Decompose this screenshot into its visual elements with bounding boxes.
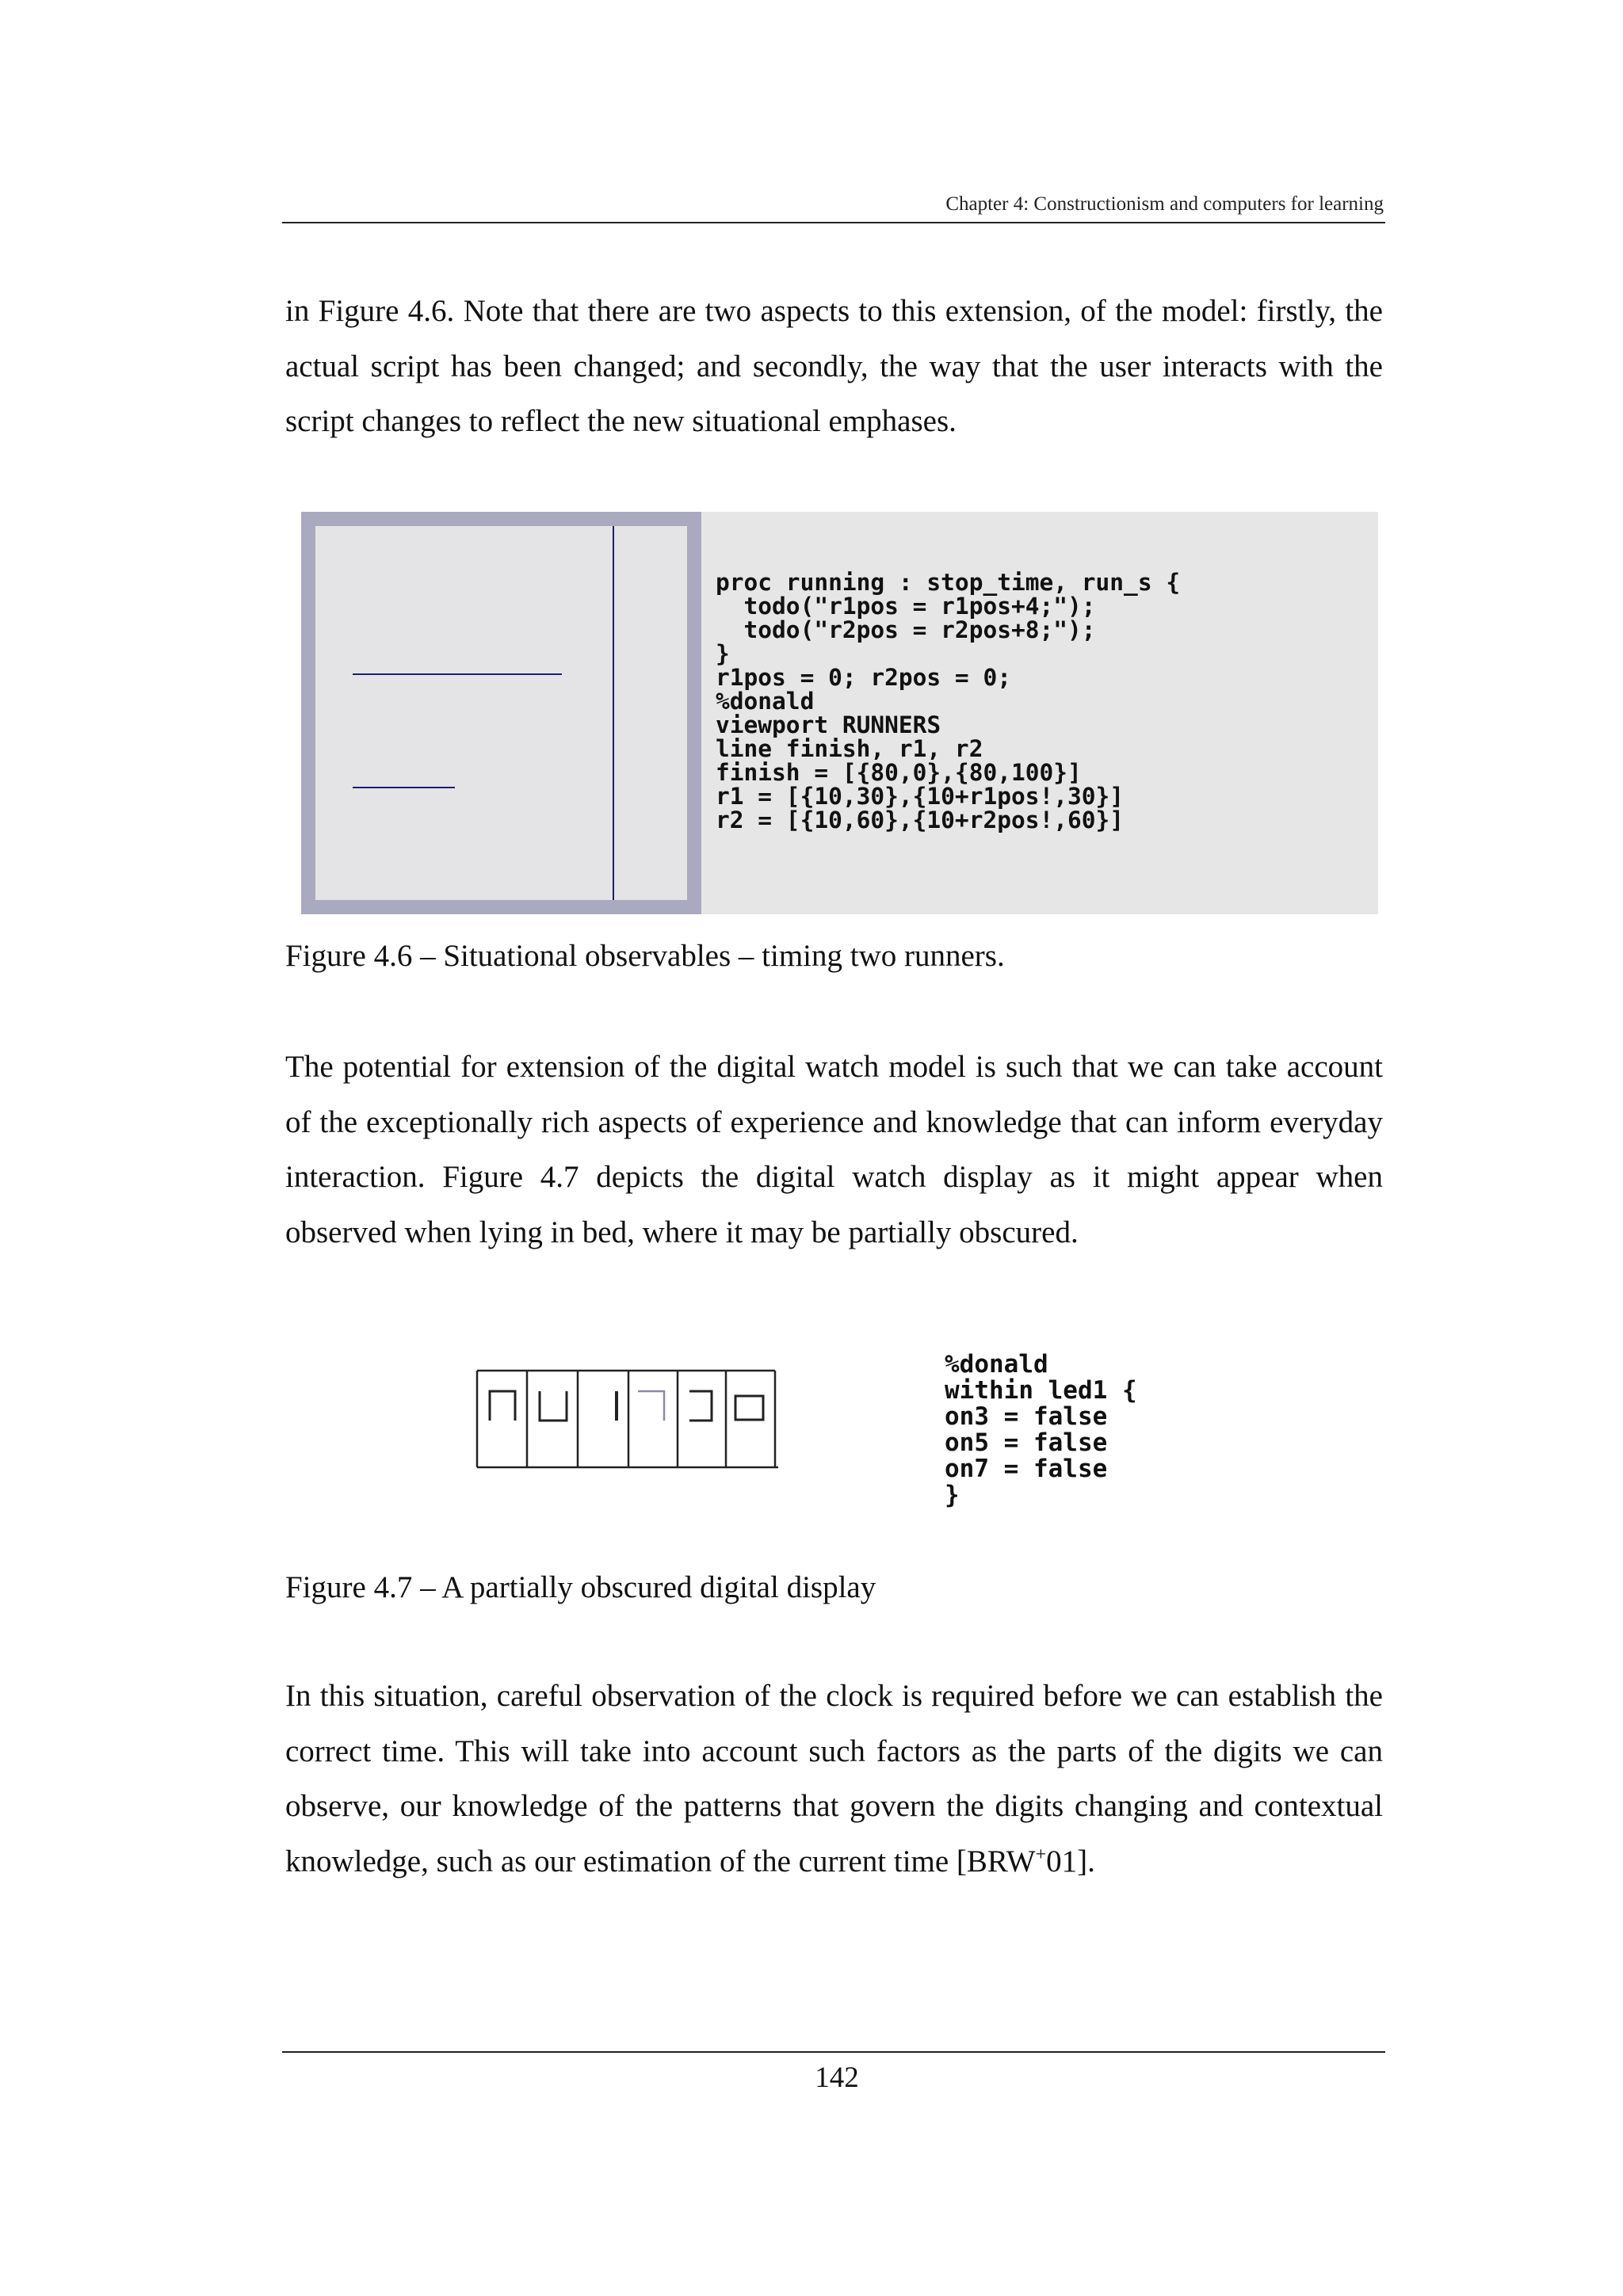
figure-4-6-caption: Figure 4.6 – Situational observables – timing two runners.: [285, 939, 1005, 973]
page-number: 142: [815, 2061, 859, 2094]
footer-rule: [282, 2051, 1385, 2053]
digit-4-obscured-segments: [638, 1391, 664, 1421]
paragraph-3-end: 01].: [1046, 1844, 1095, 1878]
paragraph-3-text: In this situation, careful observation of the clock is required before we can establish the correct time. This will take into account such factors as the parts of the digits we can observe, our knowledge of the patterns that govern the digits changing and contextual knowledge, such as our estimation of the current time [BRW: [285, 1679, 1383, 1878]
running-header: Chapter 4: Constructionism and computers for learning: [945, 193, 1384, 215]
runners-viewport-canvas: [315, 526, 687, 900]
paragraph-3: [285, 1669, 1383, 1889]
citation-superscript: +: [1035, 1844, 1047, 1865]
paragraph-1: in Figure 4.6. Note that there are two aspects to this extension, of the model: firstly, the actual script has been changed; and secondly, the way that the user interacts with the script changes to reflect the new situational emphases.: [285, 294, 1383, 438]
digit-1-segments: [490, 1391, 515, 1421]
digit-2-segments: [540, 1391, 567, 1421]
digit-6-segments: [735, 1396, 763, 1420]
digit-5-segments: [689, 1391, 712, 1421]
paragraph-2: The potential for extension of the digital watch model is such that we can take account of the exceptionally rich aspects of experience and knowledge that can inform everyday interaction. Figure 4.7 depicts the digital watch display as it might appear when observed when lying in bed, where it may be partially obscured.: [285, 1050, 1383, 1249]
digital-watch-display: [474, 1367, 779, 1470]
runners-viewport-frame: [301, 512, 701, 914]
figure-4-6: [301, 512, 1378, 914]
figure-4-6-code: proc running : stop_time, run_s { todo("r1pos = r1pos+4;"); todo("r2pos = r2pos+8;"); } r1pos = 0; r2pos = 0; %donald viewport RUNNERS line finish, r1, r2 finish = [{80,0},{80,100}] r1 = [{10,30},{10+r1pos!,30}] r2 = [{10,60},{10+r2pos!,60}]: [716, 569, 1181, 833]
header-rule: [282, 222, 1385, 223]
figure-4-7-caption: Figure 4.7 – A partially obscured digital display: [285, 1570, 876, 1604]
figure-4-7-code: %donald within led1 { on3 = false on5 = false on7 = false }: [945, 1350, 1137, 1509]
runners-drawing: [315, 526, 687, 900]
